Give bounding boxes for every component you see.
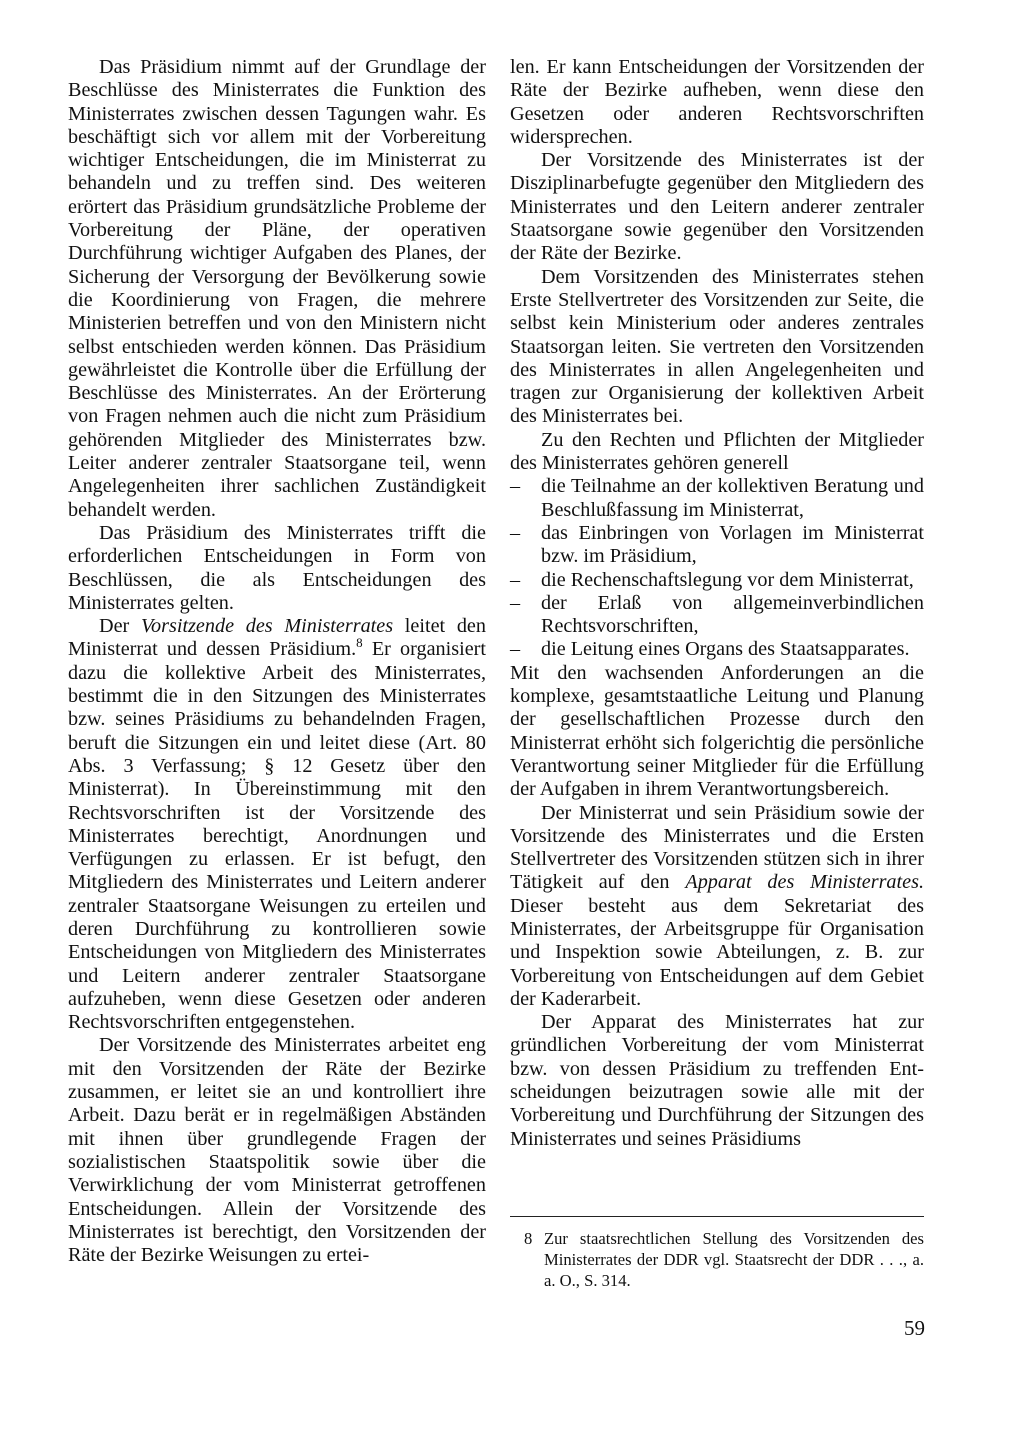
footnote-reference: 8: [356, 635, 363, 651]
list-item-text: die Leitung eines Organs des Staatsapparates.: [541, 638, 910, 661]
list-item: [510, 475, 924, 522]
paragraph: Das Präsidium des Ministerrates trifft die erforderlichen Entscheidungen in Form von Beschlüssen, die als Entscheidungen des Ministerrates gelten.: [68, 521, 486, 614]
paragraph: Mit den wachsenden Anforderungen an die komplexe, gesamtstaatliche Leitung und Planung der gesellschaftlichen Prozesse durch den Ministerrat erhöht sich folgerichtig die persönliche Verantwortung seiner Mitglieder für die Erfüllung der Aufgaben in ihrem Verantwortungsbereich.: [510, 661, 924, 801]
list-item: [510, 592, 924, 639]
left-column: [68, 56, 486, 1267]
rights-list: [510, 475, 924, 661]
right-column: [510, 56, 924, 1151]
list-dash: –: [510, 521, 521, 544]
list-item: [510, 569, 924, 592]
list-item-text: das Einbringen von Vorlagen im Ministerrat bzw. im Präsidium,: [541, 521, 924, 568]
paragraph: Zu den Rechten und Pflichten der Mitglieder des Ministerrates gehören generell: [510, 428, 924, 475]
paragraph: Der Vorsitzende des Ministerrates arbeitet eng mit den Vorsitzenden der Räte der Bezirke zusammen, er leitet sie an und kontrolliert ihre Arbeit. Dazu berät er in regelmäßigen Abständen mit ihnen über grundlegende Fragen der sozialistischen Staatspolitik sowie über die Verwirklichung der vom Ministerrat getroffenen Entscheidungen. Allein der Vorsitzende des Ministerrates ist berechtigt, den Vorsitzenden der Räte der Bezirke Weisungen zu ertei-: [68, 1034, 486, 1267]
list-item: [510, 522, 924, 569]
list-dash: –: [510, 475, 521, 498]
list-dash: –: [510, 638, 521, 661]
paragraph: Der Apparat des Ministerrates hat zur gründlichen Vorbereitung der vom Ministerrat bzw. von dessen Präsidium zu treffenden Entscheidungen beizutragen sowie alle mit der Vorbereitung und Durchführung der Sitzungen des Ministerrates und seines Präsidiums: [510, 1011, 924, 1150]
list-item: [510, 638, 924, 661]
paragraph: Der Vorsitzende des Ministerrates ist der Disziplinarbefugte gegenüber den Mitgliedern des Ministerrates und den Leitern anderer zentraler Staatsorgane sowie gegenüber den Vorsitzenden der Räte der Bezirke.: [510, 149, 924, 265]
text-run: leitet den Ministerrat und dessen Präsidium.: [68, 615, 486, 661]
list-dash: –: [510, 568, 521, 591]
page-number: 59: [904, 1316, 925, 1340]
paragraph: [68, 615, 486, 1034]
list-item-text: die Rechenschaftslegung vor dem Ministerrat,: [541, 568, 914, 591]
italic-term: Vorsitzende des Ministerrates: [140, 615, 394, 638]
list-item-text: die Teilnahme an der kollektiven Beratung und Beschlußfassung im Ministerrat,: [541, 475, 924, 521]
footnote-divider: [510, 1216, 924, 1217]
paragraph: Das Präsidium nimmt auf der Grundlage der Beschlüsse des Ministerrates die Funktion des Ministerrates zwischen dessen Tagungen wahr. Es beschäftigt sich vor allem mit der Vorbereitung wichtiger Entscheidungen, die im Ministerrat zu behandeln und zu treffen sind. Des weiteren erörtert das Präsidium grundsätzliche Probleme der Vorbereitung der Pläne, der operativen Durchführung wichtiger Aufgaben des Planes, der Sicherung der Versorgung der Bevölkerung sowie die Koordinierung von Fragen, die mehrere Ministerien betreffen und von den Ministern nicht selbst entschieden werden können. Das Präsidium gewährleistet die Kontrolle über die Erfüllung der Beschlüsse des Ministerrates. An der Erörterung von Fragen nehmen auch die nicht zum Präsidium gehörenden Mitglieder des Ministerrates bzw. Leiter anderer zentraler Staatsorgane teil, wenn Angelegenheiten ihrer sachlichen Zuständigkeit behandelt werden.: [68, 56, 486, 521]
footnote-text: Zur staatsrechtlichen Stellung des Vorsitzenden des Ministerrates der DDR vgl. Staatsrecht der DDR . . ., a. a. O., S. 314.: [544, 1229, 924, 1290]
text-run: Dieser besteht aus dem Sekretariat des Ministerrates, der Arbeitsgruppe für Organisation und Inspektion sowie Abteilungen, z. B. zur Vorbereitung von Entscheidungen auf dem Gebiet der Kaderarbeit.: [510, 894, 924, 1010]
list-item-text: der Erlaß von allgemeinverbindlichen Rechtsvorschriften,: [541, 591, 924, 638]
paragraph: Dem Vorsitzenden des Ministerrates stehen Erste Stellvertreter des Vorsitzenden zur Seite, die selbst kein Ministerium oder anderes zentrales Staatsorgan leiten. Sie vertreten den Vorsitzenden des Ministerrates in allen Angelegenheiten und tragen zur Organisierung der kollektiven Arbeit des Ministerrates bei.: [510, 265, 924, 428]
text-run: Der Ministerrat und sein Präsidium sowie der Vorsitzende des Ministerrates und die Ersten Stellvertreter des Vorsitzenden stützen sich in ihrer Tätigkeit auf den: [510, 801, 924, 894]
footnote: [510, 1228, 924, 1291]
italic-term: Apparat des Ministerrates.: [685, 871, 924, 894]
footnote-number: 8: [524, 1229, 533, 1248]
text-run: Der: [99, 615, 130, 638]
text-run: Er organisiert dazu die kollektive Arbeit des Ministerrates, bestimmt die in den Sitzungen des Ministerrates bzw. seines Präsidiums zu behandelnden Fragen, beruft die Sitzungen ein und leitet diese (Art. 80 Abs. 3 Verfassung; § 12 Gesetz über den Ministerrat). In Übereinstimmung mit den Rechtsvorschriften ist der Vorsitzende des Ministerrates berechtigt, Anordnungen und Verfügungen zu erlassen. Er ist befugt, den Mitgliedern des Ministerrates und Leitern anderer zentraler Staatsorgane Weisungen zu erteilen und deren Durchführung zu kontrollieren sowie Entscheidungen von Mitgliedern des Ministerrates und Leitern anderer zentraler Staatsorgane aufzuheben, wenn diese Gesetzen oder anderen Rechtsvorschriften entgegenstehen.: [68, 638, 486, 1034]
list-dash: –: [510, 591, 521, 614]
paragraph-continued: len. Er kann Entscheidungen der Vorsitzenden der Räte der Bezirke aufheben, wenn diese den Gesetzen oder anderen Rechtsvorschriften widersprechen.: [510, 56, 924, 148]
paragraph: [510, 802, 924, 1012]
